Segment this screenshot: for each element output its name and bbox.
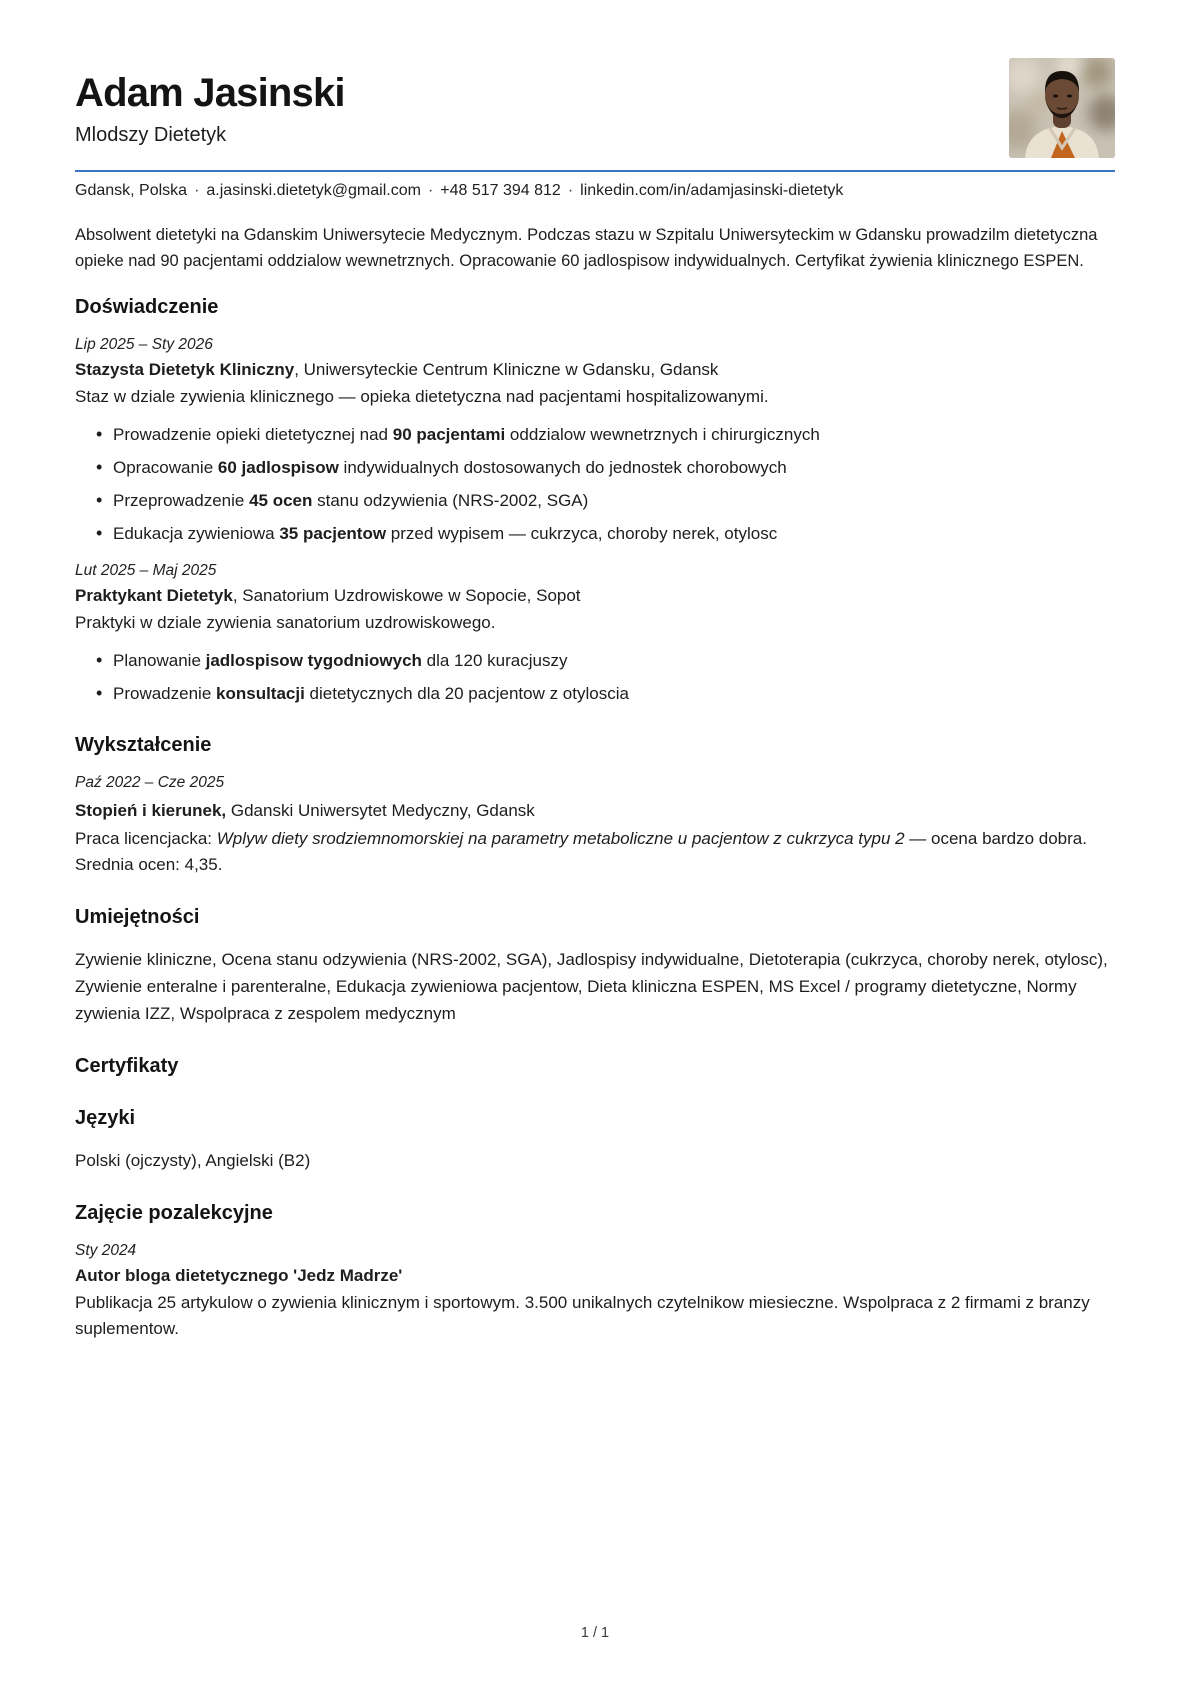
section-education xyxy=(75,732,1115,878)
job-bullets xyxy=(96,649,1115,706)
section-languages xyxy=(75,1105,1115,1174)
section-certificates xyxy=(75,1053,1115,1079)
contact-separator: · xyxy=(567,182,574,199)
header-text-block xyxy=(75,58,345,147)
bullet-highlight: 35 pacjentow xyxy=(279,524,387,543)
thesis-label: Praca licencjacka: xyxy=(75,829,217,848)
profile-photo-illustration xyxy=(1009,58,1115,158)
job-role xyxy=(75,586,1115,606)
thesis-result: — ocena bardzo dobra. Srednia ocen: 4,35. xyxy=(75,829,1087,874)
thesis-title: Wplyw diety srodziemnomorskiej na parametry metaboliczne u pacjentow z cukrzyca typu 2 xyxy=(216,829,905,848)
job-entry xyxy=(75,336,1115,546)
bullet-text: Planowanie xyxy=(113,651,206,670)
page-footer xyxy=(0,1625,1190,1641)
bullet-highlight: konsultacji xyxy=(216,684,305,703)
bullet-text: dietetycznych dla 20 pacjentow z otyloscia xyxy=(304,684,629,703)
bullet-text: Prowadzenie opieki dietetycznej nad xyxy=(113,425,393,444)
bullet-item xyxy=(96,682,1115,706)
person-name: Adam Jasinski xyxy=(75,71,345,115)
bullet-text: indywidualnych dostosowanych do jednostek chorobowych xyxy=(338,458,787,477)
languages-text: Polski (ojczysty), Angielski (B2) xyxy=(75,1151,311,1170)
education-degree xyxy=(75,798,1115,824)
job-description: Staz w dziale zywienia klinicznego — opieka dietetyczna nad pacjentami hospitalizowanymi. xyxy=(75,387,769,406)
bullet-text: przed wypisem — cukrzyca, choroby nerek, otylosc xyxy=(386,524,778,543)
profile-photo xyxy=(1009,58,1115,158)
job-role xyxy=(75,360,1115,380)
header xyxy=(75,58,1115,158)
job-dates: Lip 2025 – Sty 2026 xyxy=(75,336,213,353)
contact-separator: · xyxy=(194,182,200,199)
job-role-title: Stazysta Dietetyk Kliniczny xyxy=(75,360,295,379)
contact-location: Gdansk, Polska xyxy=(75,182,188,199)
education-degree-label: Stopień i kierunek, xyxy=(75,801,227,820)
summary-text: Absolwent dietetyki na Gdanskim Uniwersytecie Medycznym. Podczas stazu w Szpitalu Uniwersyteckim w Gdansku prowadzilm dietetyczna opieke nad 90 pacjentami oddzialow wewnetrznych. Opracowanie 60 jadlospisow indywidualnych. Certyfikat żywienia klinicznego ESPEN. xyxy=(75,226,1098,270)
bullet-highlight: 90 pacjentami xyxy=(392,425,506,444)
bullet-text: Edukacja zywieniowa xyxy=(113,524,280,543)
education-degree-school: Gdanski Uniwersytet Medyczny, Gdansk xyxy=(226,801,535,820)
bullet-item xyxy=(96,456,1115,480)
bullet-text: Przeprowadzenie xyxy=(113,491,250,510)
bullet-item xyxy=(96,489,1115,513)
section-experience xyxy=(75,294,1115,706)
education-heading: Wykształcenie xyxy=(75,734,212,756)
job-role-company: , Sanatorium Uzdrowiskowe w Sopocie, Sopot xyxy=(232,586,581,605)
languages-heading: Języki xyxy=(75,1107,136,1129)
bullet-item xyxy=(96,423,1115,447)
contact-phone: +48 517 394 812 xyxy=(440,182,561,199)
contact-linkedin: linkedin.com/in/adamjasinski-dietetyk xyxy=(580,182,844,199)
job-dates: Lut 2025 – Maj 2025 xyxy=(75,562,217,579)
activity-title: Autor bloga dietetycznego 'Jedz Madrze' xyxy=(75,1266,403,1285)
certificates-heading: Certyfikaty xyxy=(75,1055,179,1077)
contact-line xyxy=(75,182,1115,200)
bullet-item xyxy=(96,649,1115,673)
bullet-text: dla 120 kuracjuszy xyxy=(421,651,568,670)
bullet-text: Prowadzenie xyxy=(113,684,217,703)
activity-dates: Sty 2024 xyxy=(75,1242,137,1259)
bullet-text: oddzialow wewnetrznych i chirurgicznych xyxy=(505,425,820,444)
job-role-company: , Uniwersyteckie Centrum Kliniczne w Gdansku, Gdansk xyxy=(294,360,719,379)
job-role-title: Praktykant Dietetyk xyxy=(75,586,233,605)
education-dates: Paź 2022 – Cze 2025 xyxy=(75,774,225,791)
bullet-text: Opracowanie xyxy=(113,458,218,477)
header-divider xyxy=(75,170,1115,172)
contact-separator: · xyxy=(427,182,434,199)
section-extracurricular xyxy=(75,1200,1115,1342)
job-description: Praktyki w dziale zywienia sanatorium uzdrowiskowego. xyxy=(75,613,496,632)
extracurricular-heading: Zajęcie pozalekcyjne xyxy=(75,1202,273,1224)
experience-heading: Doświadczenie xyxy=(75,296,219,318)
section-skills xyxy=(75,904,1115,1027)
bullet-highlight: jadlospisow tygodniowych xyxy=(205,651,422,670)
skills-text: Zywienie kliniczne, Ocena stanu odzywienia (NRS-2002, SGA), Jadlospisy indywidualne, Dietoterapia (cukrzyca, choroby nerek, otylosc), Zywienie enteralne i parenteralne, Edukacja zywieniowa pacjentow, Dieta kliniczna ESPEN, MS Excel / programy dietetyczne, Normy zywienia IZZ, Wspolpraca z zespolem medycznym xyxy=(75,950,1108,1023)
contact-email: a.jasinski.dietetyk@gmail.com xyxy=(206,182,421,199)
bullet-highlight: 60 jadlospisow xyxy=(217,458,339,477)
bullet-item xyxy=(96,522,1115,546)
job-title-subtitle: Mlodszy Dietetyk xyxy=(75,124,227,146)
page-number: 1 / 1 xyxy=(580,1625,610,1641)
skills-heading: Umiejętności xyxy=(75,906,200,928)
activity-description: Publikacja 25 artykulow o zywienia klinicznym i sportowym. 3.500 unikalnych czytelnikow miesieczne. Wspolpraca z 2 firmami z branzy suplementow. xyxy=(75,1293,1090,1338)
job-entry xyxy=(75,562,1115,706)
education-thesis xyxy=(75,826,1115,878)
bullet-text: stanu odzywienia (NRS-2002, SGA) xyxy=(312,491,589,510)
job-bullets xyxy=(96,423,1115,546)
bullet-highlight: 45 ocen xyxy=(249,491,313,510)
